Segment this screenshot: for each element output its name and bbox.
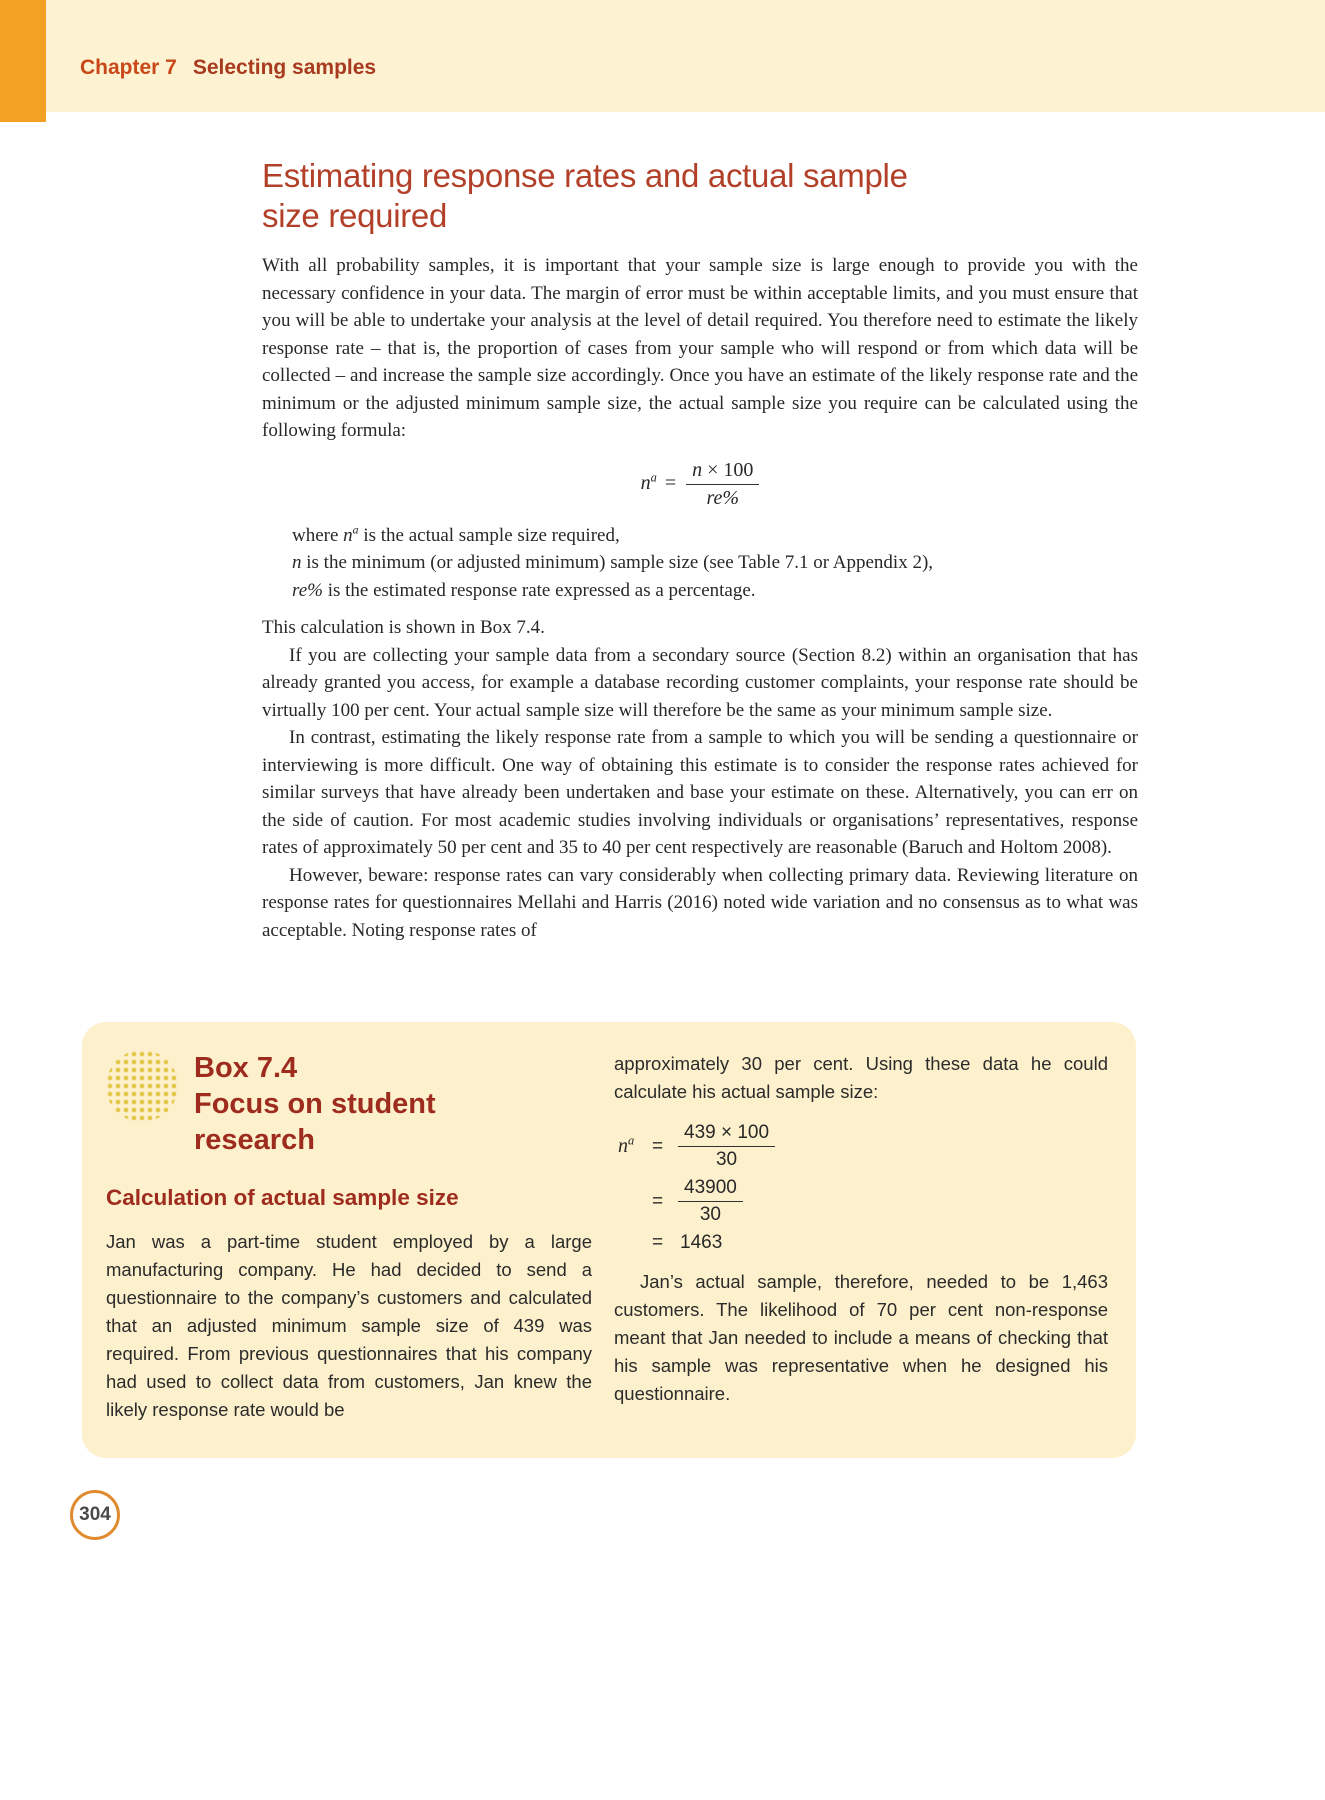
formula-text: × 100 (702, 458, 754, 481)
definition-text: is the minimum (or adjusted minimum) sample size (see Table 7.1 or Appendix 2), (301, 552, 934, 573)
page-header (0, 0, 1325, 112)
calculation-result: 1463 (680, 1232, 723, 1253)
chapter-heading (80, 54, 376, 82)
paragraph: In contrast, estimating the likely response rate from a sample to which you will be sending a questionnaire or interviewing is more difficult. One way of obtaining this estimate is to consider the response rates achieved for similar surveys that have already been undertaken and base your estimate on these. Alternatively, you can err on the side of caution. For most academic studies involving individuals or organisations’ representatives, response rates of approximately 50 per cent and 35 to 40 per cent respectively are reasonable (Baruch and Holtom 2008). (262, 727, 1138, 858)
fraction-numerator (686, 459, 759, 485)
formula-variable: n (343, 524, 353, 546)
equals-sign: = (652, 1190, 664, 1212)
page-number: 304 (70, 1490, 120, 1540)
box-paragraph: Jan’s actual sample, therefore, needed to be 1,463 customers. The likelihood of 70 per cent non-response meant that Jan needed to include a means of checking that his sample was representative when he designed his questionnaire. (614, 1271, 1108, 1404)
box-titles (194, 1050, 504, 1158)
fraction-numerator: 439 × 100 (678, 1122, 775, 1147)
paragraph: This calculation is shown in Box 7.4. (262, 617, 545, 638)
main-content (262, 156, 1138, 944)
calculation-row (618, 1122, 1108, 1171)
formula-variable: re% (706, 486, 740, 509)
paragraph: If you are collecting your sample data from a secondary source (Section 8.2) within an organisation that has already granted you access, for example a database recording customer complaints, your response rate should be virtually 100 per cent. Your actual sample size will therefore be the same as your minimum sample size. (262, 644, 1138, 721)
formula-variable: re% (292, 579, 323, 601)
definition-line (292, 522, 1138, 550)
definition-text: is the actual sample size required, (358, 524, 620, 546)
chapter-title: Selecting samples (192, 56, 377, 79)
definition-line (292, 577, 1138, 605)
formula-variable: n (692, 458, 703, 481)
paragraph: However, beware: response rates can vary considerably when collecting primary data. Reviewing literature on response rates for questionnaires Mellahi and Harris (2016) noted wide variation and no consensus as to what was acceptable. Noting response rates of (262, 864, 1138, 941)
box-title: Focus on student research (194, 1088, 436, 1156)
box-paragraph: Jan was a part-time student employed by a large manufacturing company. He had decided to send a questionnaire to the company’s customers and calculated that an adjusted minimum sample size of 439 was required. From previous questionnaires that his company had used to collect data from customers, Jan knew the likely response rate would be (106, 1231, 592, 1420)
calculation-row (618, 1232, 1108, 1254)
fraction-denominator: 30 (699, 1204, 721, 1225)
section-heading (262, 156, 1138, 236)
paragraph-intro: With all probability samples, it is important that your sample size is large enough to provide you with the necessary confidence in your data. The margin of error must be within acceptable limits, and you must ensure that you will be able to undertake your analysis at the level of detail required. You therefore need to estimate the likely response rate – that is, the proportion of cases from your sample who will respond or from which data will be collected – and increase the sample size accordingly. Once you have an estimate of the likely response rate and the minimum or the adjusted minimum sample size, the actual sample size you require can be calculated using the following formula: (262, 255, 1138, 441)
section-heading-line1: Estimating response rates and actual sample (262, 157, 908, 194)
formula-superscript: a (628, 1133, 635, 1148)
box-right-column (614, 1050, 1108, 1424)
sample-size-formula (262, 459, 1138, 510)
formula-variable: n (292, 552, 302, 573)
chapter-label: Chapter 7 (80, 56, 177, 79)
fraction (678, 1122, 775, 1171)
fraction (678, 1177, 743, 1226)
box-7-4 (82, 1022, 1136, 1458)
equals-sign: = (664, 471, 677, 494)
equals-sign: = (652, 1232, 664, 1253)
formula-lhs (618, 1135, 652, 1158)
fraction (686, 459, 759, 510)
dotted-circle-icon (106, 1050, 178, 1122)
calculation-row (618, 1177, 1108, 1226)
box-left-column (106, 1050, 592, 1424)
formula-superscript: a (650, 469, 657, 484)
box-calculation (618, 1122, 1108, 1254)
formula-definitions (292, 522, 1138, 605)
definition-line (292, 549, 1138, 577)
box-header (106, 1050, 592, 1158)
box-label: Box 7.4 (194, 1052, 298, 1084)
chapter-tab (0, 0, 46, 122)
formula-variable: n (618, 1135, 628, 1157)
formula-variable: n (640, 471, 651, 494)
definition-text: where (292, 524, 344, 546)
fraction-denominator (686, 485, 759, 510)
box-heading: Calculation of actual sample size (106, 1185, 459, 1210)
equals-sign: = (652, 1135, 664, 1157)
formula-lhs (640, 469, 657, 494)
formula-superscript: a (352, 523, 359, 537)
definition-text: is the estimated response rate expressed as a percentage. (322, 579, 756, 601)
fraction-numerator: 43900 (678, 1177, 743, 1202)
fraction-denominator: 30 (715, 1149, 738, 1170)
box-paragraph: approximately 30 per cent. Using these data he could calculate his actual sample size: (614, 1053, 1108, 1102)
section-heading-line2: size required (262, 197, 448, 234)
